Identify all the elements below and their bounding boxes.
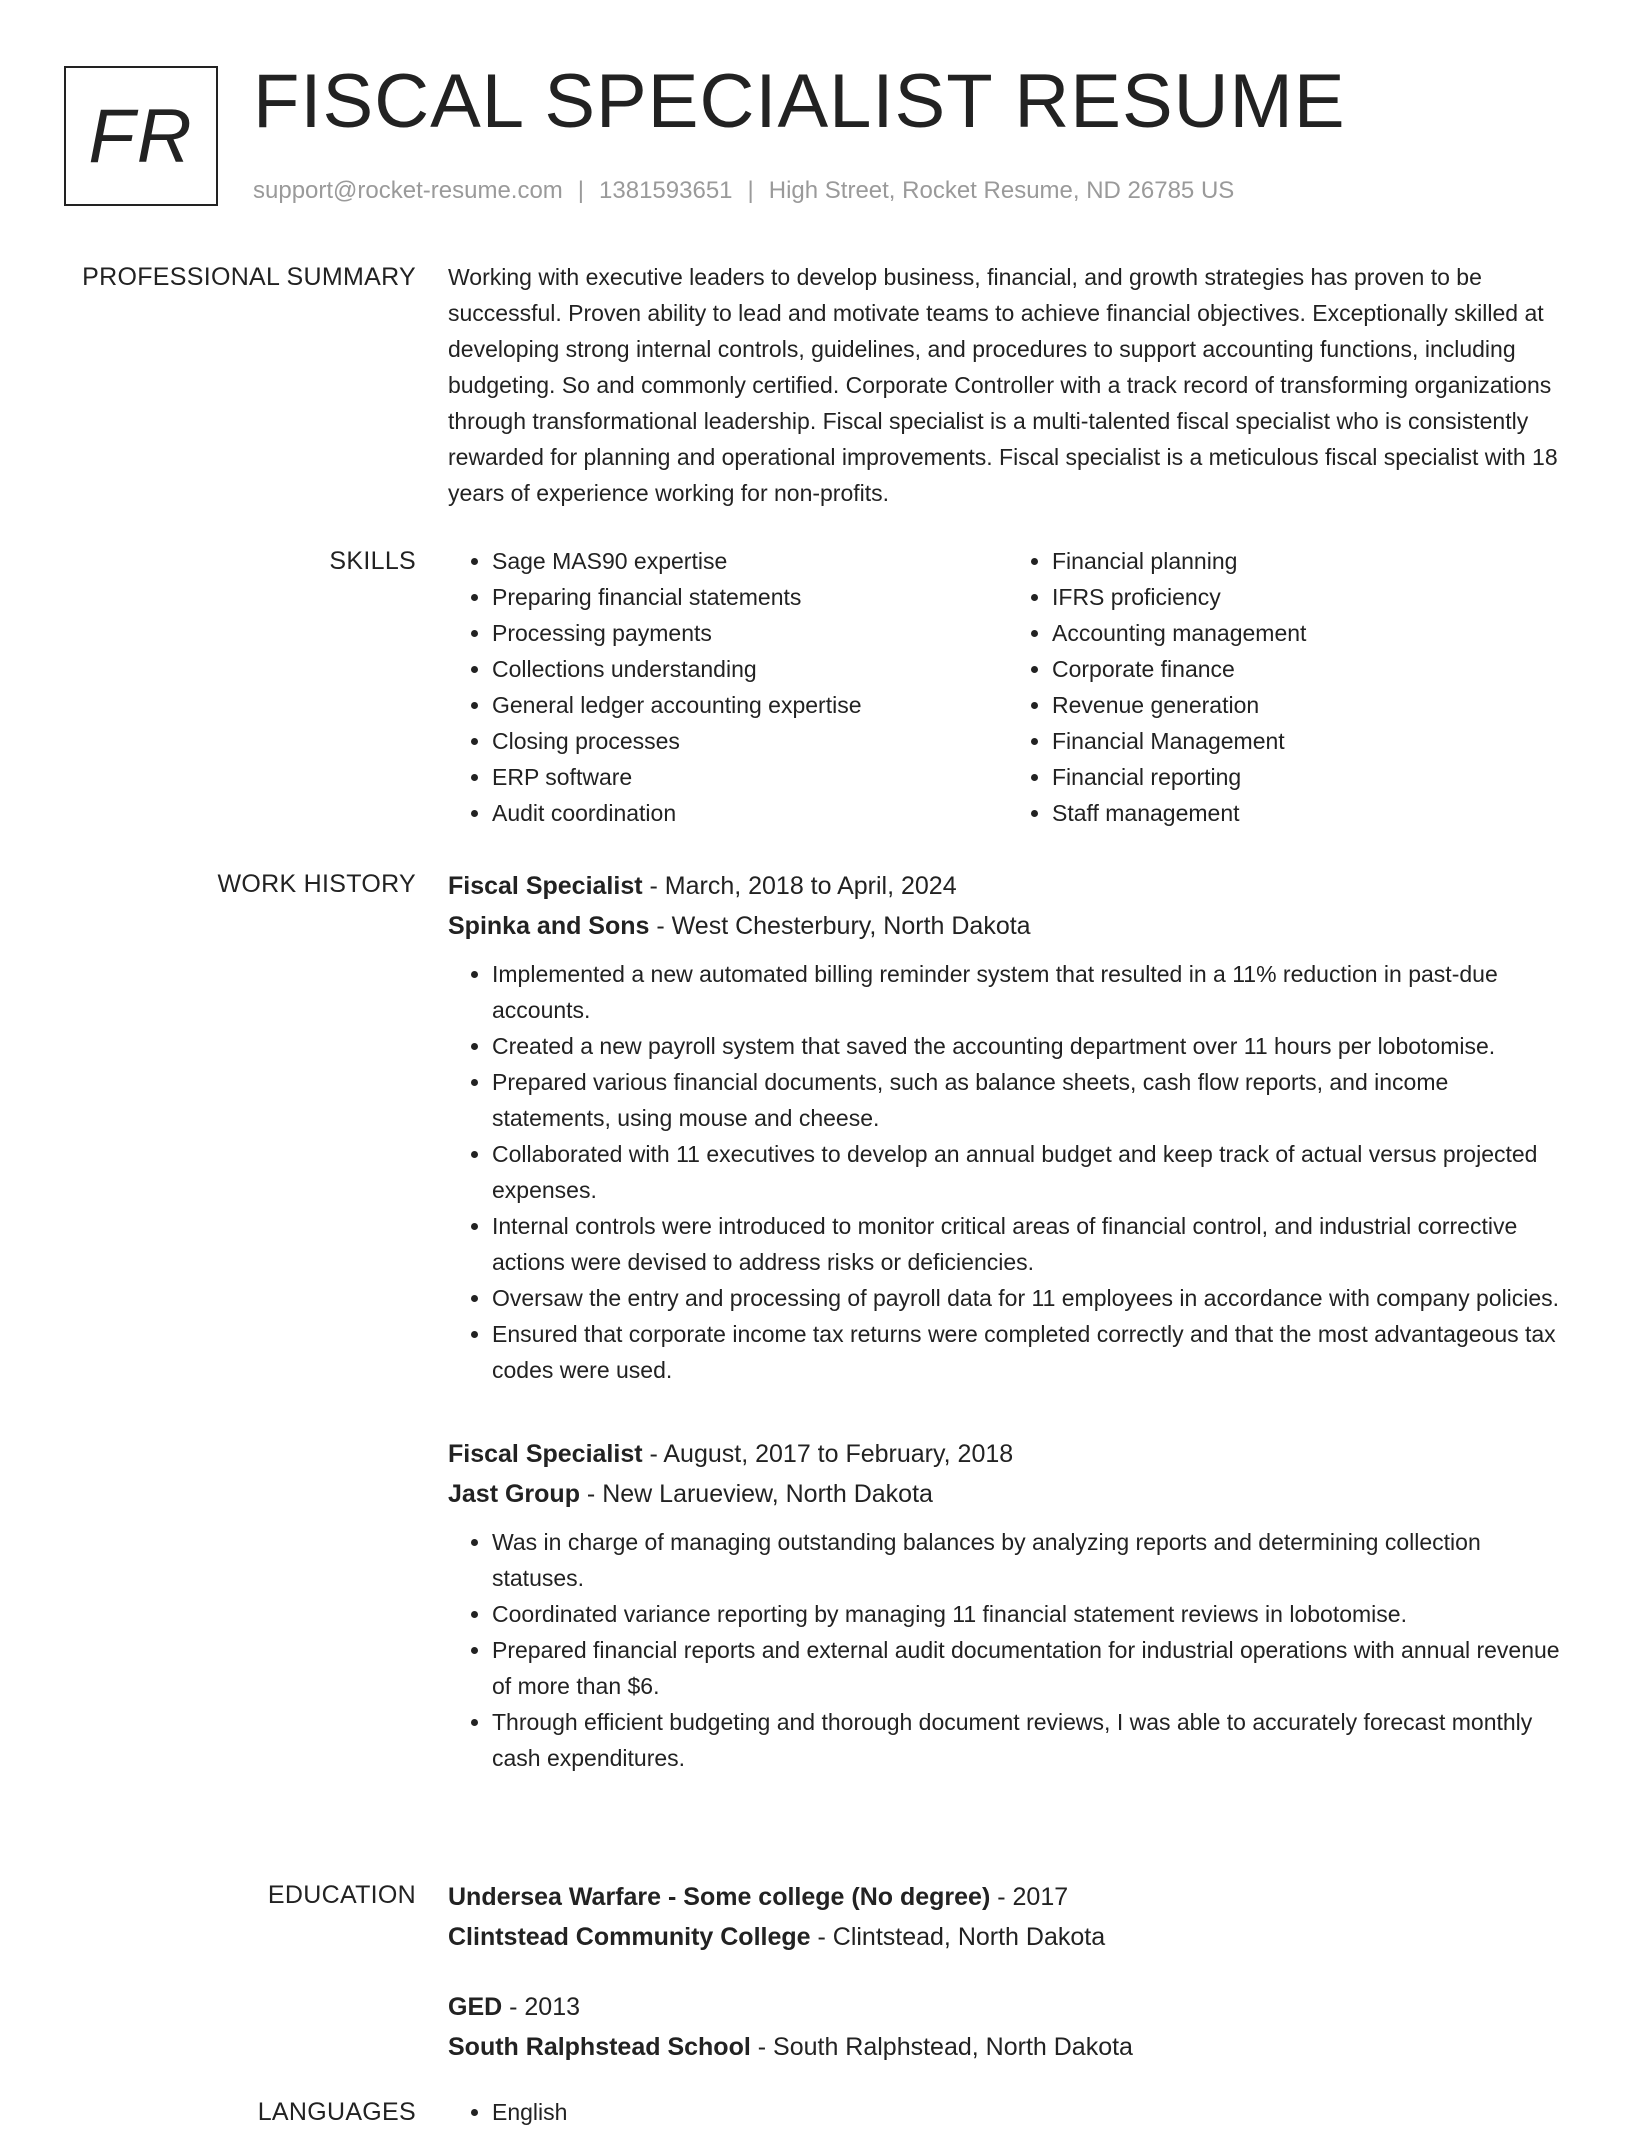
skill-item: • Sage MAS90 expertise [492, 543, 1008, 579]
skill-item: • Financial Management [1052, 723, 1568, 759]
job-entry [448, 1434, 1568, 1776]
skill-item: • Closing processes [492, 723, 1008, 759]
section-title-skills: SKILLS [329, 547, 416, 575]
contact-separator: | [577, 177, 585, 204]
job-company: Jast Group [448, 1480, 580, 1508]
language-item: • English [492, 2094, 1568, 2130]
education-school-line [448, 2027, 1568, 2067]
job-bullets [448, 1524, 1568, 1776]
monogram-badge [64, 66, 218, 206]
contact-line [253, 174, 1234, 208]
education-degree-line [448, 1987, 1568, 2027]
job-company-line [448, 906, 1568, 946]
contact-address: High Street, Rocket Resume, ND 26785 US [768, 177, 1235, 204]
job-bullet: • Oversaw the entry and processing of payroll data for 11 employees in accordance with company policies. [492, 1280, 1568, 1316]
job-location: - West Chesterbury, North Dakota [649, 912, 1031, 940]
skill-item: • Financial planning [1052, 543, 1568, 579]
skill-item: • Collections understanding [492, 651, 1008, 687]
job-bullet: • Collaborated with 11 executives to develop an annual budget and keep track of actual versus projected expenses. [492, 1136, 1568, 1208]
skill-item: • IFRS proficiency [1052, 579, 1568, 615]
job-dates: - August, 2017 to February, 2018 [642, 1440, 1014, 1468]
job-dates: - March, 2018 to April, 2024 [642, 872, 957, 900]
section-title-work: WORK HISTORY [217, 870, 416, 898]
job-company-line [448, 1474, 1568, 1514]
job-bullet: • Created a new payroll system that saved the accounting department over 11 hours per lobotomise. [492, 1028, 1568, 1064]
contact-email[interactable]: support@rocket-resume.com [253, 177, 563, 204]
education-entry [448, 1877, 1568, 1957]
education-degree: GED [448, 1993, 503, 2021]
skills-columns [448, 543, 1568, 831]
job-bullet: • Coordinated variance reporting by managing 11 financial statement reviews in lobotomise. [492, 1596, 1568, 1632]
contact-phone[interactable]: 1381593651 [599, 177, 733, 204]
job-company: Spinka and Sons [448, 912, 650, 940]
skill-item: • ERP software [492, 759, 1008, 795]
education-year: - 2013 [502, 1993, 581, 2021]
education-entry [448, 1987, 1568, 2067]
job-entry [448, 866, 1568, 1388]
skill-item: • Corporate finance [1052, 651, 1568, 687]
job-bullet: • Ensured that corporate income tax returns were completed correctly and that the most advantageous tax codes were used. [492, 1316, 1568, 1388]
education-school: Clintstead Community College [448, 1923, 811, 1951]
contact-separator: | [747, 177, 754, 204]
resume-title: FISCAL SPECIALIST RESUME [253, 59, 1346, 144]
job-bullet: • Prepared financial reports and external audit documentation for industrial operations with annual revenue of more than $6. [492, 1632, 1568, 1704]
skill-item: • Accounting management [1052, 615, 1568, 651]
skill-item: • General ledger accounting expertise [492, 687, 1008, 723]
job-bullet: • Implemented a new automated billing reminder system that resulted in a 11% reduction in past-due accounts. [492, 956, 1568, 1028]
monogram-initials: FR [88, 93, 194, 179]
job-bullet: • Was in charge of managing outstanding balances by analyzing reports and determining collection statuses. [492, 1524, 1568, 1596]
job-role: Fiscal Specialist [448, 872, 643, 900]
education-degree: Undersea Warfare - Some college (No degree) [448, 1883, 991, 1911]
job-bullet: • Through efficient budgeting and thorough document reviews, I was able to accurately forecast monthly cash expenditures. [492, 1704, 1568, 1776]
job-bullet: • Internal controls were introduced to monitor critical areas of financial control, and industrial corrective actions were devised to address risks or deficiencies. [492, 1208, 1568, 1280]
job-bullet: • Prepared various financial documents, such as balance sheets, cash flow reports, and income statements, using mouse and cheese. [492, 1064, 1568, 1136]
skill-item: • Revenue generation [1052, 687, 1568, 723]
skill-item: • Financial reporting [1052, 759, 1568, 795]
education-school-line [448, 1917, 1568, 1957]
skill-item: • Audit coordination [492, 795, 1008, 831]
section-title-summary: PROFESSIONAL SUMMARY [82, 263, 416, 291]
education-school: South Ralphstead School [448, 2033, 751, 2061]
job-role-line [448, 1434, 1568, 1474]
skills-list-left [448, 543, 1008, 831]
job-bullets [448, 956, 1568, 1388]
skill-item: • Preparing financial statements [492, 579, 1008, 615]
job-role: Fiscal Specialist [448, 1440, 643, 1468]
education-location: - Clintstead, North Dakota [810, 1923, 1106, 1951]
section-title-languages: LANGUAGES [257, 2098, 416, 2126]
summary-text: Working with executive leaders to develop business, financial, and growth strategies has proven to be successful. Proven ability to lead and motivate teams to achieve financial objectives. Exceptionally skilled at developing strong internal controls, guidelines, and procedures to support accounting functions, including budgeting. So and commonly certified. Corporate Controller with a track record of transforming organizations through transformational leadership. Fiscal specialist is a multi-talented fiscal specialist who is consistently rewarded for planning and operational improvements. Fiscal specialist is a meticulous fiscal specialist with 18 years of experience working for non-profits. [448, 264, 1558, 506]
skills-list-right [1008, 543, 1568, 831]
skill-item: • Processing payments [492, 615, 1008, 651]
section-title-education: EDUCATION [267, 1881, 416, 1909]
languages-list [448, 2094, 1568, 2130]
education-year: - 2017 [990, 1883, 1069, 1911]
job-location: - New Larueview, North Dakota [579, 1480, 933, 1508]
education-degree-line [448, 1877, 1568, 1917]
skill-item: • Staff management [1052, 795, 1568, 831]
education-location: - South Ralphstead, North Dakota [750, 2033, 1133, 2061]
job-role-line [448, 866, 1568, 906]
